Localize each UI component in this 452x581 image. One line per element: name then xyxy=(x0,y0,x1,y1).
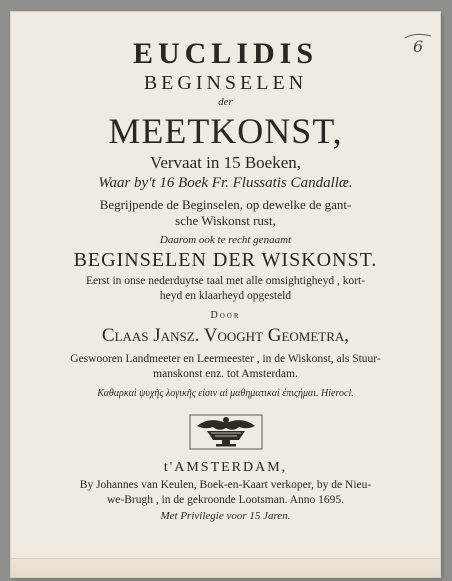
door-line: Door xyxy=(210,310,241,321)
daarom-line: Daarom ook te recht genaamt xyxy=(159,234,292,246)
flower-basket-ornament-icon xyxy=(189,414,263,450)
title-euclidis: EUCLIDIS xyxy=(132,37,319,70)
eerst-line-2: heyd en klaarheyd opgesteld xyxy=(159,290,292,302)
subtitle-waar: Waar by't 16 Boek Fr. Flussatis Candallæ. xyxy=(98,175,353,191)
title-der: der xyxy=(218,96,233,108)
author-line: Claas Jansz. Vooght Geometra, xyxy=(101,325,350,346)
corner-annotation: 6 xyxy=(413,37,424,56)
imprint-publisher-line-1: By Johannes van Keulen, Boek-en-Kaart verkoper, by de Nieu- xyxy=(79,479,372,491)
description-line-1: Begrijpende de Beginselen, op dewelke de gant- xyxy=(99,197,352,212)
title-page xyxy=(11,12,440,577)
author-credentials-line-1: Geswooren Landmeeter en Leermeester , in de Wiskonst, als Stuur- xyxy=(70,353,381,365)
description-line-2: sche Wiskonst rust, xyxy=(175,213,276,228)
greek-epigraph: Καθαρκαὶ ψυχῆς λογικῆς εἰσιν αἱ μαθηματικαὶ ἐπιςήμαι. Hierocl. xyxy=(97,388,354,399)
imprint-publisher-line-2: we-Brugh , in de gekroonde Lootsman. Anno 1695. xyxy=(107,494,344,506)
privilege-line: Met Privilegie voor 15 Jaren. xyxy=(160,510,291,522)
subtitle-vervaat: Vervaat in 15 Boeken, xyxy=(149,153,302,172)
eerst-line-1: Eerst in onse nederduytse taal met alle omsightigheyd , kort- xyxy=(85,275,366,287)
beginselen-wiskonst: BEGINSELEN DER WISKONST. xyxy=(73,249,378,271)
imprint-place: t'AMSTERDAM, xyxy=(163,460,288,475)
title-meetkonst: MEETKONST, xyxy=(108,111,343,151)
title-beginselen: BEGINSELEN xyxy=(143,72,308,94)
author-credentials-line-2: manskonst enz. tot Amsterdam. xyxy=(153,368,298,380)
page-bottom-edge xyxy=(11,558,440,577)
